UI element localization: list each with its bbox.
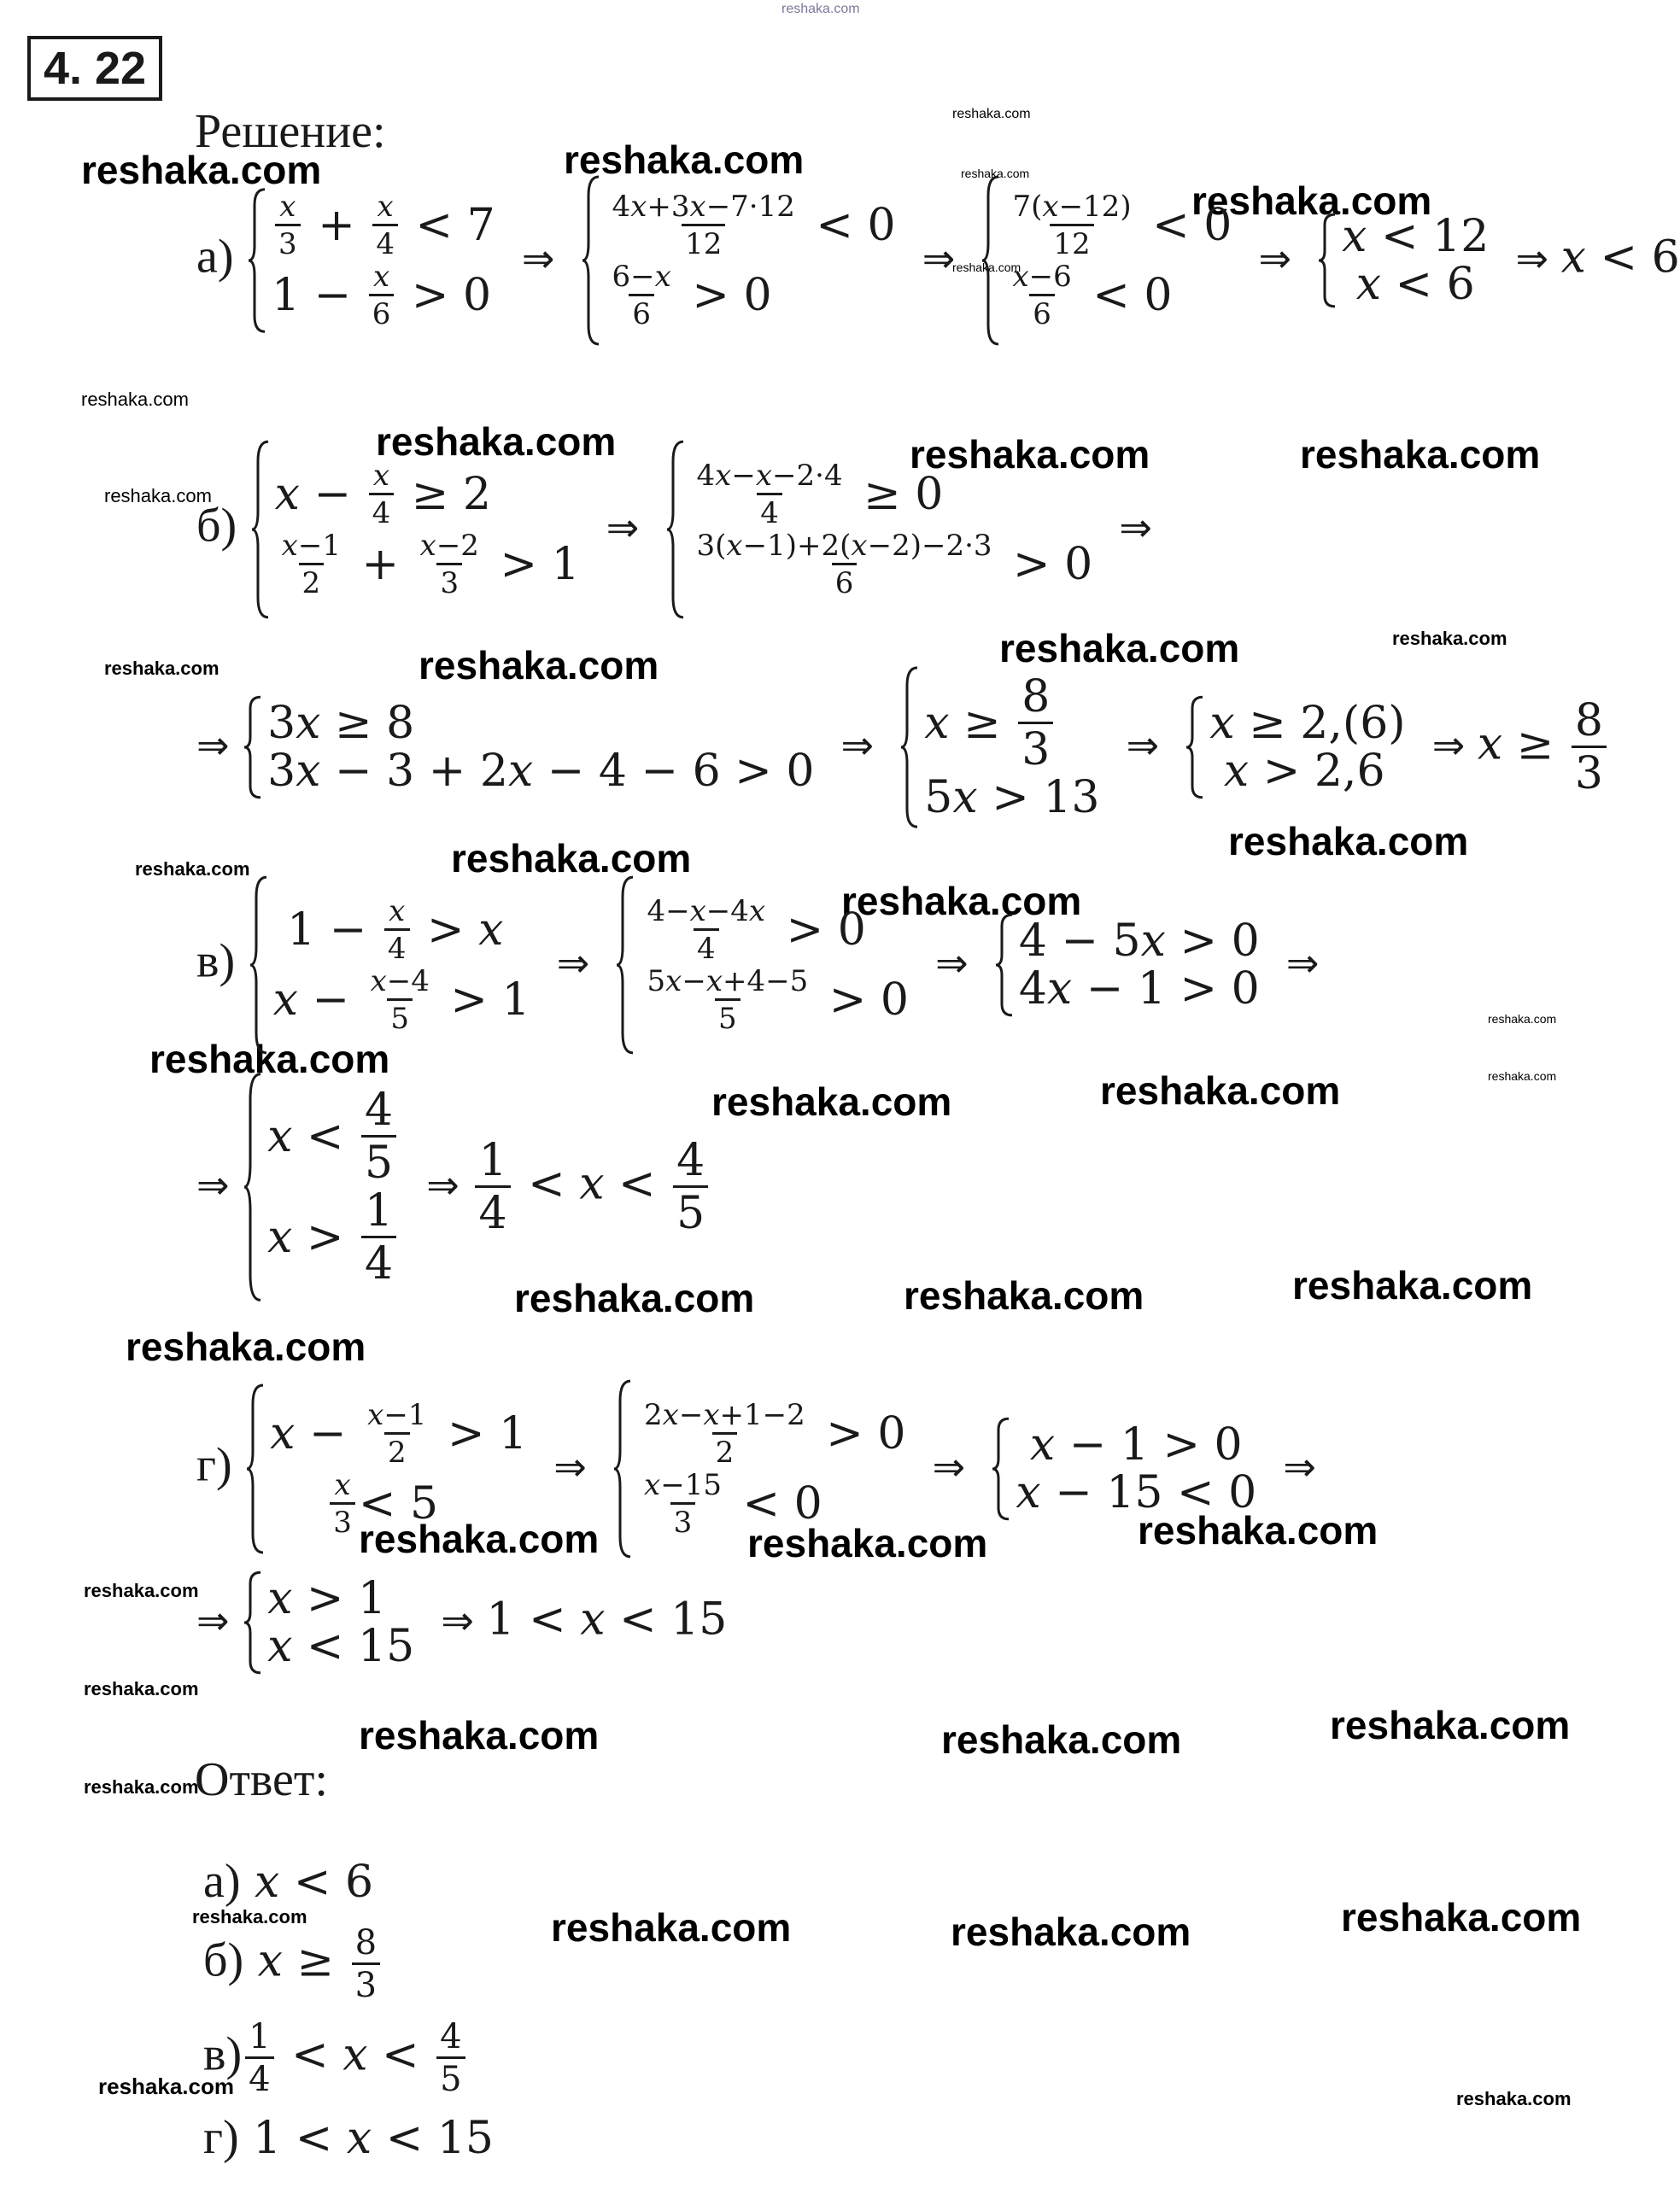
- part-g-cont: ⇒ x > 1 x < 15 ⇒ 1 < x < 15: [196, 1573, 728, 1672]
- watermark: reshaka.com: [81, 148, 322, 192]
- watermark: reshaka.com: [564, 137, 805, 182]
- watermark: reshaka.com: [952, 260, 1021, 274]
- watermark: reshaka.com: [419, 643, 659, 687]
- answer-g: г) 1 < x < 15: [203, 2111, 494, 2164]
- watermark: reshaka.com: [904, 1273, 1144, 1318]
- watermark: reshaka.com: [98, 2074, 234, 2099]
- watermark: reshaka.com: [451, 836, 692, 880]
- watermark: reshaka.com: [1100, 1068, 1341, 1113]
- answer-label-g: г): [203, 2111, 239, 2164]
- watermark: reshaka.com: [910, 432, 1150, 477]
- watermark: reshaka.com: [104, 658, 220, 679]
- watermark: reshaka.com: [1292, 1263, 1533, 1307]
- watermark: reshaka.com: [1488, 1012, 1557, 1026]
- watermark: reshaka.com: [1488, 1069, 1557, 1083]
- watermark: reshaka.com: [841, 879, 1082, 923]
- answer-heading: Ответ:: [195, 1753, 328, 1806]
- watermark: reshaka.com: [192, 1906, 307, 1927]
- watermark: reshaka.com: [961, 167, 1030, 180]
- problem-number: 4. 22: [27, 36, 162, 101]
- watermark: reshaka.com: [84, 1776, 199, 1798]
- watermark: reshaka.com: [747, 1521, 988, 1565]
- label-g: г): [196, 1438, 232, 1492]
- watermark: reshaka.com: [1456, 2088, 1572, 2109]
- watermark: reshaka.com: [551, 1905, 792, 1950]
- watermark-top: reshaka.com: [781, 2, 860, 16]
- watermark: reshaka.com: [1341, 1895, 1582, 1939]
- watermark: reshaka.com: [1191, 178, 1432, 223]
- part-b-cont: ⇒ 3 x ≥ 8 3 x − 3 + 2 x − 4 − 6 > 0 ⇒ x ≥ $\frac{8}{3}$ 5 x > 13 ⇒ x ≥ 2,(6) x > 2,6 ⇒ x ≥ $\frac{8}{3}$: [196, 666, 1610, 828]
- answer-label-b: б): [203, 1933, 244, 1987]
- watermark: reshaka.com: [1228, 819, 1469, 863]
- watermark: reshaka.com: [1300, 432, 1541, 477]
- watermark: reshaka.com: [104, 485, 212, 506]
- watermark: reshaka.com: [951, 1910, 1191, 1954]
- watermark: reshaka.com: [952, 107, 1031, 121]
- watermark: reshaka.com: [149, 1037, 390, 1081]
- watermark: reshaka.com: [376, 419, 617, 464]
- watermark: reshaka.com: [126, 1325, 366, 1369]
- watermark: reshaka.com: [84, 1580, 199, 1601]
- answer-a: а) x < 6: [203, 1855, 374, 1908]
- label-b: б): [196, 499, 237, 553]
- solution-heading: Решение:: [195, 105, 386, 158]
- label-a: а): [196, 230, 234, 284]
- watermark: reshaka.com: [1138, 1508, 1379, 1553]
- part-b: б) x − $\frac{x}{4}$ ≥ 2 $\frac{x-1}{2}$ + $\frac{x-2}{3}$ > 1 ⇒ $\frac{4x-x-2\cdot 4}{4}$ ≥ 0 $\frac{3(x-1)+2(x-2)-2\cdot 3}{6}$ > 0 ⇒: [196, 440, 1152, 619]
- label-v: в): [196, 934, 236, 988]
- part-a: а) $\frac{x}{3}$ + $\frac{x}{4}$ < 7 1 − $\frac{x}{6}$ > 0 ⇒ $\frac{4x+3x-7\cdot 12}{12}$ < 0 $\frac{6-x}{6}$ > 0 ⇒ $\frac{7(x-12)}{12}$ < 0 $\frac{x-6}{6}$ < 0 ⇒ x < 12 x < 6 ⇒ x < 6: [196, 175, 1680, 346]
- watermark: reshaka.com: [999, 626, 1240, 670]
- watermark: reshaka.com: [84, 1678, 199, 1699]
- answer-label-a: а): [203, 1855, 241, 1908]
- answer-v: в) $\frac{1}{4}$ < x < $\frac{4}{5}$: [203, 2020, 469, 2097]
- part-v: в) 1 − $\frac{x}{4}$ > x x − $\frac{x-4}{5}$ > 1 ⇒ $\frac{4-x-4x}{4}$ > 0 $\frac{5x-x+4-5}{5}$ > 0 ⇒ 4 − 5 x > 0 4 x − 1 > 0 ⇒: [196, 875, 1319, 1055]
- answer-b: б) x ≥ $\frac{8}{3}$: [203, 1926, 383, 2003]
- watermark: reshaka.com: [711, 1079, 952, 1124]
- answer-label-v: в): [203, 2027, 243, 2081]
- part-v-cont: ⇒ x < $\frac{4}{5}$ x > $\frac{1}{4}$ ⇒ $\frac{1}{4}$ < x < $\frac{4}{5}$: [196, 1072, 711, 1302]
- watermark: reshaka.com: [1392, 628, 1507, 649]
- watermark: reshaka.com: [514, 1276, 755, 1320]
- watermark: reshaka.com: [359, 1517, 600, 1561]
- watermark: reshaka.com: [135, 858, 250, 880]
- watermark: reshaka.com: [81, 389, 189, 410]
- watermark: reshaka.com: [359, 1713, 600, 1758]
- watermark: reshaka.com: [1330, 1703, 1571, 1747]
- part-g: г) x − $\frac{x-1}{2}$ > 1 $\frac{x}{3}$ < 5 ⇒ $\frac{2x-x+1-2}{2}$ > 0 $\frac{x-15}{3}$ < 0 ⇒ x − 1 > 0 x − 15 < 0 ⇒: [196, 1379, 1316, 1559]
- watermark: reshaka.com: [941, 1717, 1182, 1762]
